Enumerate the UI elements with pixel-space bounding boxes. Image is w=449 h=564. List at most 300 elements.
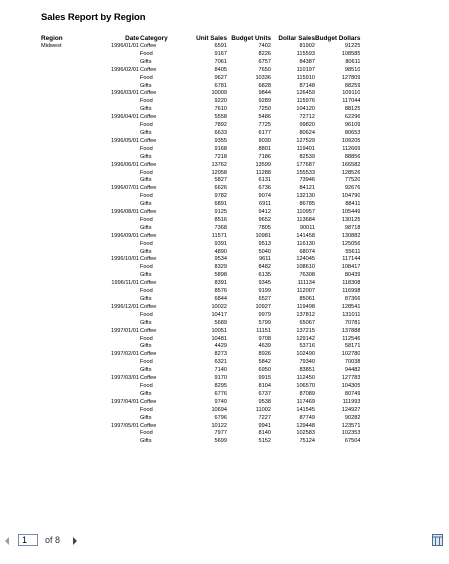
cell-dollar-sales: 84387 [299, 58, 315, 65]
cell-region [41, 367, 93, 375]
cell-date [93, 83, 139, 91]
cell-budget-units: 9915 [258, 375, 271, 382]
cell-date [93, 130, 139, 138]
cell-region [41, 233, 93, 241]
cell-budget-units: 9513 [258, 240, 271, 247]
report-title: Sales Report by Region [41, 12, 146, 23]
cell-unit-sales: 9168 [214, 145, 227, 152]
cell-unit-sales: 5898 [214, 272, 227, 279]
table-row [41, 90, 360, 98]
cell-category: Food [140, 145, 153, 152]
cell-unit-sales: 10481 [211, 335, 227, 342]
cell-dollar-sales: 82539 [299, 153, 315, 160]
cell-date [93, 288, 139, 296]
table-row [41, 407, 360, 415]
table-row [41, 351, 360, 359]
cell-date: 1996/01/01 [111, 43, 139, 49]
cell-budget-units: 9979 [258, 311, 271, 318]
sales-table [41, 34, 360, 446]
cell-budget-units: 11151 [256, 327, 271, 334]
cell-date: 1996/12/01 [111, 303, 139, 310]
cell-unit-sales: 6776 [214, 390, 227, 397]
cell-dollar-sales: 119498 [296, 303, 315, 310]
table-row [41, 399, 360, 407]
cell-category: Coffee [140, 303, 157, 310]
cell-category: Coffee [140, 114, 157, 121]
table-row [41, 312, 360, 320]
cell-unit-sales: 7218 [214, 153, 227, 160]
cell-date [93, 201, 139, 209]
cell-category: Coffee [140, 375, 157, 382]
page-layout-icon[interactable] [432, 534, 443, 546]
cell-unit-sales: 7977 [214, 430, 227, 437]
cell-date [93, 225, 139, 233]
cell-category: Coffee [140, 161, 157, 168]
cell-category: Food [140, 122, 153, 129]
cell-dollar-sales: 132130 [296, 193, 315, 200]
cell-unit-sales: 9167 [214, 50, 227, 57]
cell-unit-sales: 6891 [214, 201, 227, 208]
cell-region [41, 209, 93, 217]
cell-dollar-sales: 124045 [296, 256, 315, 263]
cell-region [41, 249, 93, 257]
cell-category: Gifts [140, 390, 152, 397]
cell-date [93, 407, 139, 415]
cell-budget-units: 7805 [258, 224, 271, 231]
cell-dollar-sales: 127529 [296, 137, 315, 144]
cell-region [41, 304, 93, 312]
cell-unit-sales: 7140 [214, 367, 227, 374]
cell-category: Food [140, 74, 153, 81]
cell-date: 1997/02/01 [111, 351, 139, 358]
cell-budget-dollars: 70038 [344, 359, 361, 366]
cell-budget-units: 11002 [255, 406, 271, 413]
cell-date: 1997/04/01 [111, 398, 139, 405]
cell-date [93, 59, 139, 67]
table-row [41, 122, 360, 130]
cell-region [41, 98, 93, 106]
cell-date [93, 430, 139, 438]
cell-unit-sales: 12058 [211, 169, 227, 176]
cell-region [41, 154, 93, 162]
cell-budget-dollars: 117044 [342, 98, 361, 105]
cell-dollar-sales: 141545 [296, 406, 315, 413]
table-row [41, 359, 360, 367]
cell-region: Midwest [41, 43, 62, 49]
cell-unit-sales: 10051 [211, 327, 227, 334]
cell-category: Gifts [140, 106, 152, 113]
cell-date [93, 106, 139, 114]
cell-budget-dollars: 166582 [341, 161, 361, 168]
cell-dollar-sales: 85061 [299, 296, 315, 302]
cell-dollar-sales: 72712 [299, 114, 315, 121]
cell-budget-units: 7650 [258, 66, 271, 73]
cell-unit-sales: 8391 [214, 280, 227, 287]
cell-dollar-sales: 102490 [296, 351, 315, 358]
cell-unit-sales: 8273 [214, 351, 227, 358]
table-row [41, 383, 360, 391]
table-row [41, 154, 360, 162]
cell-budget-dollars: 104790 [341, 193, 361, 200]
cell-budget-dollars: 127809 [341, 74, 361, 81]
cell-unit-sales: 8405 [214, 66, 227, 73]
table-row [41, 185, 360, 193]
cell-unit-sales: 8576 [214, 288, 227, 295]
table-row [41, 288, 360, 296]
cell-date [93, 241, 139, 249]
cell-category: Food [140, 193, 153, 200]
cell-date [93, 391, 139, 399]
cell-budget-units: 6135 [258, 272, 271, 279]
cell-category: Food [140, 406, 153, 413]
cell-budget-units: 8482 [258, 264, 271, 271]
cell-category: Gifts [140, 58, 152, 65]
cell-dollar-sales: 86785 [299, 201, 315, 208]
cell-category: Food [140, 382, 153, 389]
cell-budget-units: 7725 [258, 122, 271, 129]
page-navigator [0, 530, 449, 556]
cell-date: 1996/06/01 [111, 161, 139, 168]
cell-region [41, 320, 93, 328]
cell-date [93, 249, 139, 257]
cell-budget-units: 9611 [258, 256, 271, 263]
cell-dollar-sales: 129448 [296, 422, 315, 429]
cell-budget-dollars: 62296 [344, 114, 361, 121]
cell-dollar-sales: 81902 [299, 43, 315, 49]
cell-budget-dollars: 108585 [341, 50, 361, 57]
table-row [41, 51, 360, 59]
table-row [41, 138, 360, 146]
cell-dollar-sales: 99820 [299, 122, 315, 129]
cell-dollar-sales: 112007 [296, 288, 315, 295]
page-count-label: of 8 [45, 535, 61, 545]
cell-budget-units: 8926 [258, 351, 271, 358]
col-header-category: Category [140, 35, 168, 42]
cell-dollar-sales: 53716 [299, 343, 315, 350]
cell-budget-units: 6737 [258, 390, 271, 397]
cell-budget-units: 10981 [255, 232, 271, 239]
cell-dollar-sales: 115976 [296, 98, 315, 105]
col-header-budget-units: Budget Units [231, 35, 271, 42]
cell-budget-units: 13599 [255, 161, 271, 168]
cell-date [93, 154, 139, 162]
cell-unit-sales: 9627 [214, 74, 227, 81]
page-number-input[interactable] [18, 534, 38, 546]
cell-date [93, 438, 139, 446]
cell-region [41, 272, 93, 280]
cell-budget-dollars: 77520 [344, 177, 361, 184]
cell-region [41, 256, 93, 264]
cell-category: Coffee [140, 66, 157, 73]
table-row [41, 170, 360, 178]
cell-budget-units: 8801 [258, 145, 271, 152]
cell-unit-sales: 10022 [211, 303, 227, 310]
cell-category: Gifts [140, 414, 152, 421]
cell-budget-dollars: 130125 [341, 216, 361, 223]
cell-category: Gifts [140, 319, 152, 326]
table-row [41, 249, 360, 257]
cell-category: Food [140, 288, 153, 295]
cell-unit-sales: 6633 [214, 129, 227, 136]
cell-budget-units: 6911 [258, 201, 271, 208]
cell-category: Food [140, 359, 153, 366]
cell-budget-units: 9844 [258, 90, 271, 97]
cell-category: Gifts [140, 248, 152, 255]
cell-dollar-sales: 68074 [299, 248, 315, 255]
cell-dollar-sales: 87749 [299, 414, 315, 421]
cell-dollar-sales: 141458 [296, 232, 315, 239]
previous-page-icon[interactable] [5, 537, 9, 545]
cell-category: Gifts [140, 82, 152, 89]
cell-budget-dollars: 80439 [344, 272, 361, 279]
cell-budget-units: 5486 [258, 114, 271, 121]
table-row [41, 83, 360, 91]
cell-category: Gifts [140, 153, 152, 160]
cell-category: Gifts [140, 272, 152, 279]
cell-dollar-sales: 155533 [296, 169, 315, 176]
cell-unit-sales: 4429 [214, 343, 227, 350]
cell-date [93, 359, 139, 367]
cell-budget-units: 9652 [258, 216, 271, 223]
cell-region [41, 146, 93, 154]
cell-date: 1997/01/01 [111, 327, 139, 334]
cell-budget-dollars: 91225 [344, 43, 361, 49]
cell-region [41, 177, 93, 185]
cell-dollar-sales: 102583 [296, 430, 315, 437]
cell-dollar-sales: 87089 [299, 390, 315, 397]
cell-category: Food [140, 311, 153, 318]
cell-budget-dollars: 90282 [344, 414, 361, 421]
cell-dollar-sales: 119401 [296, 145, 315, 152]
cell-region [41, 225, 93, 233]
cell-category: Gifts [140, 343, 152, 350]
table-row [41, 272, 360, 280]
table-row [41, 217, 360, 225]
cell-region [41, 67, 93, 75]
cell-budget-dollars: 125056 [341, 240, 361, 247]
cell-date [93, 177, 139, 185]
cell-unit-sales: 9355 [214, 137, 227, 144]
cell-category: Coffee [140, 232, 157, 239]
cell-budget-units: 5040 [258, 248, 271, 255]
cell-unit-sales: 5558 [214, 114, 227, 121]
cell-budget-dollars: 67504 [344, 438, 361, 445]
cell-date [93, 193, 139, 201]
cell-budget-dollars: 92676 [344, 185, 361, 192]
table-row [41, 320, 360, 328]
cell-unit-sales: 9170 [214, 375, 227, 382]
cell-dollar-sales: 104120 [296, 106, 315, 113]
cell-budget-dollars: 94482 [344, 367, 361, 374]
cell-dollar-sales: 111134 [297, 280, 315, 287]
cell-date [93, 122, 139, 130]
cell-budget-dollars: 137888 [341, 327, 361, 334]
table-row [41, 296, 360, 304]
table-row [41, 233, 360, 241]
cell-dollar-sales: 129142 [296, 335, 315, 342]
cell-dollar-sales: 84121 [299, 185, 315, 192]
cell-date: 1996/02/01 [111, 66, 139, 73]
cell-budget-units: 9030 [258, 137, 271, 144]
cell-budget-units: 7250 [258, 106, 271, 113]
cell-budget-units: 9074 [258, 193, 271, 200]
cell-unit-sales: 8295 [214, 382, 227, 389]
cell-budget-units: 11288 [255, 169, 271, 176]
cell-dollar-sales: 106570 [296, 382, 315, 389]
cell-unit-sales: 6626 [214, 185, 227, 192]
cell-budget-dollars: 98718 [344, 224, 361, 231]
cell-region [41, 138, 93, 146]
table-row [41, 328, 360, 336]
cell-budget-dollars: 112669 [342, 145, 361, 152]
cell-date [93, 170, 139, 178]
cell-unit-sales: 9220 [214, 98, 227, 105]
cell-date: 1996/07/01 [111, 185, 139, 192]
cell-unit-sales: 6844 [214, 296, 227, 302]
cell-date [93, 51, 139, 59]
cell-unit-sales: 6591 [214, 43, 227, 49]
table-row [41, 391, 360, 399]
cell-date [93, 383, 139, 391]
cell-category: Coffee [140, 327, 157, 334]
cell-dollar-sales: 137812 [296, 311, 315, 318]
table-row [41, 59, 360, 67]
cell-budget-units: 9538 [258, 398, 271, 405]
table-row [41, 375, 360, 383]
cell-region [41, 75, 93, 83]
cell-region [41, 391, 93, 399]
cell-budget-units: 8226 [258, 50, 271, 57]
cell-region [41, 328, 93, 336]
cell-date [93, 272, 139, 280]
cell-budget-dollars: 127783 [341, 375, 361, 382]
cell-region [41, 288, 93, 296]
cell-unit-sales: 11571 [211, 232, 227, 239]
cell-budget-dollars: 80611 [345, 58, 361, 65]
cell-date [93, 343, 139, 351]
cell-date [93, 75, 139, 83]
cell-region [41, 83, 93, 91]
cell-category: Food [140, 430, 153, 437]
table-row [41, 177, 360, 185]
cell-budget-units: 5842 [258, 359, 271, 366]
cell-unit-sales: 7061 [214, 58, 227, 65]
cell-unit-sales: 6321 [214, 359, 227, 366]
cell-date [93, 296, 139, 304]
cell-date: 1996/08/01 [111, 209, 139, 216]
cell-budget-dollars: 111993 [342, 398, 361, 405]
cell-dollar-sales: 87148 [299, 82, 315, 89]
cell-category: Coffee [140, 209, 157, 216]
cell-date [93, 336, 139, 344]
cell-category: Coffee [140, 351, 157, 358]
cell-category: Coffee [140, 398, 157, 405]
table-row [41, 193, 360, 201]
cell-category: Food [140, 216, 153, 223]
cell-unit-sales: 8516 [214, 216, 227, 223]
cell-dollar-sales: 137215 [296, 327, 315, 334]
cell-budget-units: 9289 [258, 98, 271, 105]
cell-region [41, 217, 93, 225]
cell-budget-dollars: 128526 [341, 169, 361, 176]
cell-dollar-sales: 116130 [296, 240, 315, 247]
cell-category: Food [140, 240, 153, 247]
cell-category: Coffee [140, 422, 157, 429]
cell-unit-sales: 7368 [214, 224, 227, 231]
cell-dollar-sales: 83851 [299, 367, 315, 374]
cell-region [41, 343, 93, 351]
cell-region [41, 430, 93, 438]
cell-budget-units: 6950 [258, 367, 271, 374]
cell-budget-units: 5799 [258, 319, 271, 326]
next-page-icon[interactable] [73, 537, 77, 545]
cell-budget-dollars: 102353 [341, 430, 361, 437]
cell-budget-units: 6736 [258, 185, 271, 192]
cell-region [41, 399, 93, 407]
cell-budget-dollars: 130882 [341, 232, 361, 239]
cell-budget-dollars: 102780 [341, 351, 361, 358]
cell-region [41, 114, 93, 122]
table-row [41, 241, 360, 249]
cell-unit-sales: 7892 [214, 122, 227, 129]
cell-budget-dollars: 108417 [341, 264, 361, 271]
cell-budget-units: 9412 [258, 209, 271, 216]
cell-budget-dollars: 80749 [344, 390, 361, 397]
cell-region [41, 130, 93, 138]
cell-budget-units: 5152 [258, 438, 271, 445]
cell-region [41, 375, 93, 383]
cell-date [93, 312, 139, 320]
cell-region [41, 359, 93, 367]
cell-unit-sales: 6796 [214, 414, 227, 421]
table-row [41, 430, 360, 438]
cell-category: Food [140, 264, 153, 271]
cell-date [93, 146, 139, 154]
cell-date [93, 217, 139, 225]
cell-budget-dollars: 105449 [341, 209, 361, 216]
cell-budget-units: 9941 [258, 422, 271, 429]
cell-unit-sales: 9534 [214, 256, 227, 263]
cell-region [41, 407, 93, 415]
table-row [41, 438, 360, 446]
cell-budget-dollars: 117144 [342, 256, 361, 263]
cell-dollar-sales: 79340 [299, 359, 315, 366]
cell-dollar-sales: 90011 [299, 224, 315, 231]
cell-budget-dollars: 104305 [341, 382, 361, 389]
cell-unit-sales: 7610 [214, 106, 227, 113]
cell-budget-dollars: 55611 [345, 248, 361, 255]
cell-category: Coffee [140, 90, 157, 97]
cell-budget-units: 9199 [258, 288, 271, 295]
table-row [41, 336, 360, 344]
cell-region [41, 438, 93, 446]
cell-unit-sales: 6781 [214, 82, 227, 89]
cell-budget-units: 6527 [258, 296, 271, 302]
cell-budget-units: 8140 [258, 430, 271, 437]
table-row [41, 43, 360, 51]
cell-region [41, 122, 93, 130]
cell-budget-units: 4639 [258, 343, 271, 350]
cell-category: Coffee [140, 43, 157, 49]
cell-unit-sales: 9782 [214, 193, 227, 200]
table-row [41, 162, 360, 170]
table-row [41, 130, 360, 138]
cell-category: Gifts [140, 296, 152, 302]
col-header-date: Date [125, 35, 139, 42]
cell-unit-sales: 13762 [211, 161, 227, 168]
table-row [41, 264, 360, 272]
table-row [41, 98, 360, 106]
